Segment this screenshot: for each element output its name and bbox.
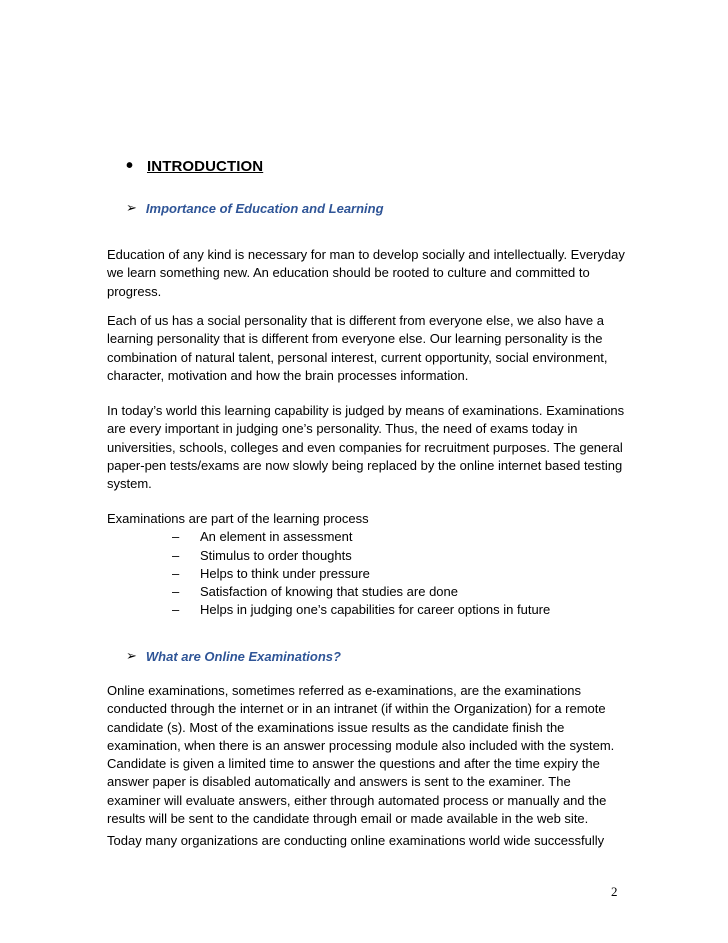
section-title: What are Online Examinations? xyxy=(145,648,341,664)
list-item: – Satisfaction of knowing that studies are done xyxy=(107,583,627,601)
dash-bullet-icon: – xyxy=(172,547,180,563)
paragraph-education: Education of any kind is necessary for man to develop socially and intellectually. Everyday we learn something new. An education should be rooted to culture and committed to progress. xyxy=(107,247,625,299)
dash-bullet-icon: – xyxy=(172,584,180,600)
list-item: – An element in assessment xyxy=(107,528,627,546)
section-title: Importance of Education and Learning xyxy=(145,200,384,216)
dash-bullet-icon: – xyxy=(172,565,180,581)
paragraph-online-exams: Online examinations, sometimes referred as e-examinations, are the examinations conducted through the internet or in an intranet (if within the Organization) for a remote candidate (s). Most of the examinations issue results as the candidate finish the examination, when there is an answer processing module also included with the system. Candidate is given a limited time to answer the questions and after the time expiry the answer paper is disabled automatically and answers is sent to the examiner. The examiner will evaluate answers, either through automated process or manually and the results will be sent to the candidate through email or made available in the web site. xyxy=(107,683,615,827)
introduction-heading xyxy=(126,155,264,177)
dash-bullet-icon: – xyxy=(172,529,180,545)
arrow-bullet-icon: ➢ xyxy=(126,648,137,663)
paragraph-personality: Each of us has a social personality that is different from everyone else, we also have a learning personality that is different from everyone else. Our learning personality is the combination of natural talent, personal interest, current opportunity, social environment, character, motivation and how the brain processes information. xyxy=(107,313,608,383)
list-items xyxy=(107,528,627,619)
bullet-icon: • xyxy=(126,155,134,177)
paragraph-examinations: In today’s world this learning capability is judged by means of examinations. Examinations are every important in judging one’s personality. Thus, the need of exams today in universities, schools, colleges and even companies for recruitment purposes. The general paper-pen tests/exams are now slowly being replaced by the online internet based testing system. xyxy=(107,403,625,492)
page-number: 2 xyxy=(611,884,618,899)
section-heading-importance xyxy=(126,200,384,216)
arrow-bullet-icon: ➢ xyxy=(126,200,137,215)
list-item: – Helps in judging one’s capabilities for career options in future xyxy=(107,601,627,619)
dash-bullet-icon: – xyxy=(172,602,180,618)
paragraph-organizations: Today many organizations are conducting online examinations world wide successfully xyxy=(107,833,605,848)
list-intro: Examinations are part of the learning process xyxy=(107,511,369,526)
list-item: – Helps to think under pressure xyxy=(107,565,627,583)
list-item: – Stimulus to order thoughts xyxy=(107,547,627,565)
section-heading-online-exams xyxy=(126,648,341,664)
examinations-list xyxy=(107,510,627,620)
heading-title: INTRODUCTION xyxy=(147,158,264,175)
